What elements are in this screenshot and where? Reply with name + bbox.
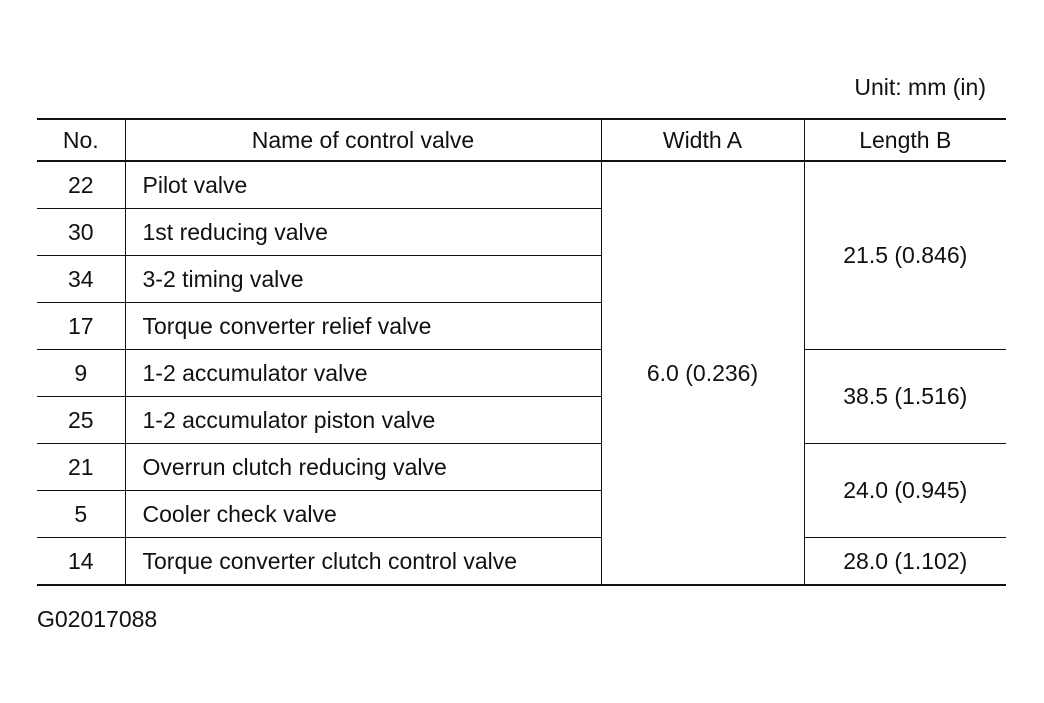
valve-name: 1-2 accumulator piston valve xyxy=(125,397,601,444)
valve-name: 3-2 timing valve xyxy=(125,256,601,303)
valve-name: Cooler check valve xyxy=(125,491,601,538)
valve-name: Pilot valve xyxy=(125,161,601,209)
valve-number: 34 xyxy=(37,256,125,303)
length-value: 28.0 (1.102) xyxy=(804,538,1006,586)
valve-number: 30 xyxy=(37,209,125,256)
valve-number: 9 xyxy=(37,350,125,397)
valve-number: 22 xyxy=(37,161,125,209)
header-length: Length B xyxy=(804,119,1006,161)
header-name: Name of control valve xyxy=(125,119,601,161)
table-row xyxy=(37,444,1006,491)
figure-id: G02017088 xyxy=(37,606,158,632)
table-row xyxy=(37,350,1006,397)
unit-label: Unit: mm (in) xyxy=(854,74,986,100)
length-value: 21.5 (0.846) xyxy=(804,161,1006,350)
table-header-row xyxy=(37,119,1006,161)
width-value: 6.0 (0.236) xyxy=(601,161,804,585)
header-width: Width A xyxy=(601,119,804,161)
valve-number: 17 xyxy=(37,303,125,350)
table-row xyxy=(37,538,1006,586)
table-row xyxy=(37,161,1006,209)
valve-number: 5 xyxy=(37,491,125,538)
valve-number: 25 xyxy=(37,397,125,444)
valve-name: Torque converter relief valve xyxy=(125,303,601,350)
length-value: 38.5 (1.516) xyxy=(804,350,1006,444)
valve-number: 14 xyxy=(37,538,125,586)
valve-name: 1-2 accumulator valve xyxy=(125,350,601,397)
valve-number: 21 xyxy=(37,444,125,491)
length-value: 24.0 (0.945) xyxy=(804,444,1006,538)
valve-name: Torque converter clutch control valve xyxy=(125,538,601,586)
control-valve-table xyxy=(37,118,1006,586)
header-no: No. xyxy=(37,119,125,161)
valve-name: Overrun clutch reducing valve xyxy=(125,444,601,491)
valve-name: 1st reducing valve xyxy=(125,209,601,256)
